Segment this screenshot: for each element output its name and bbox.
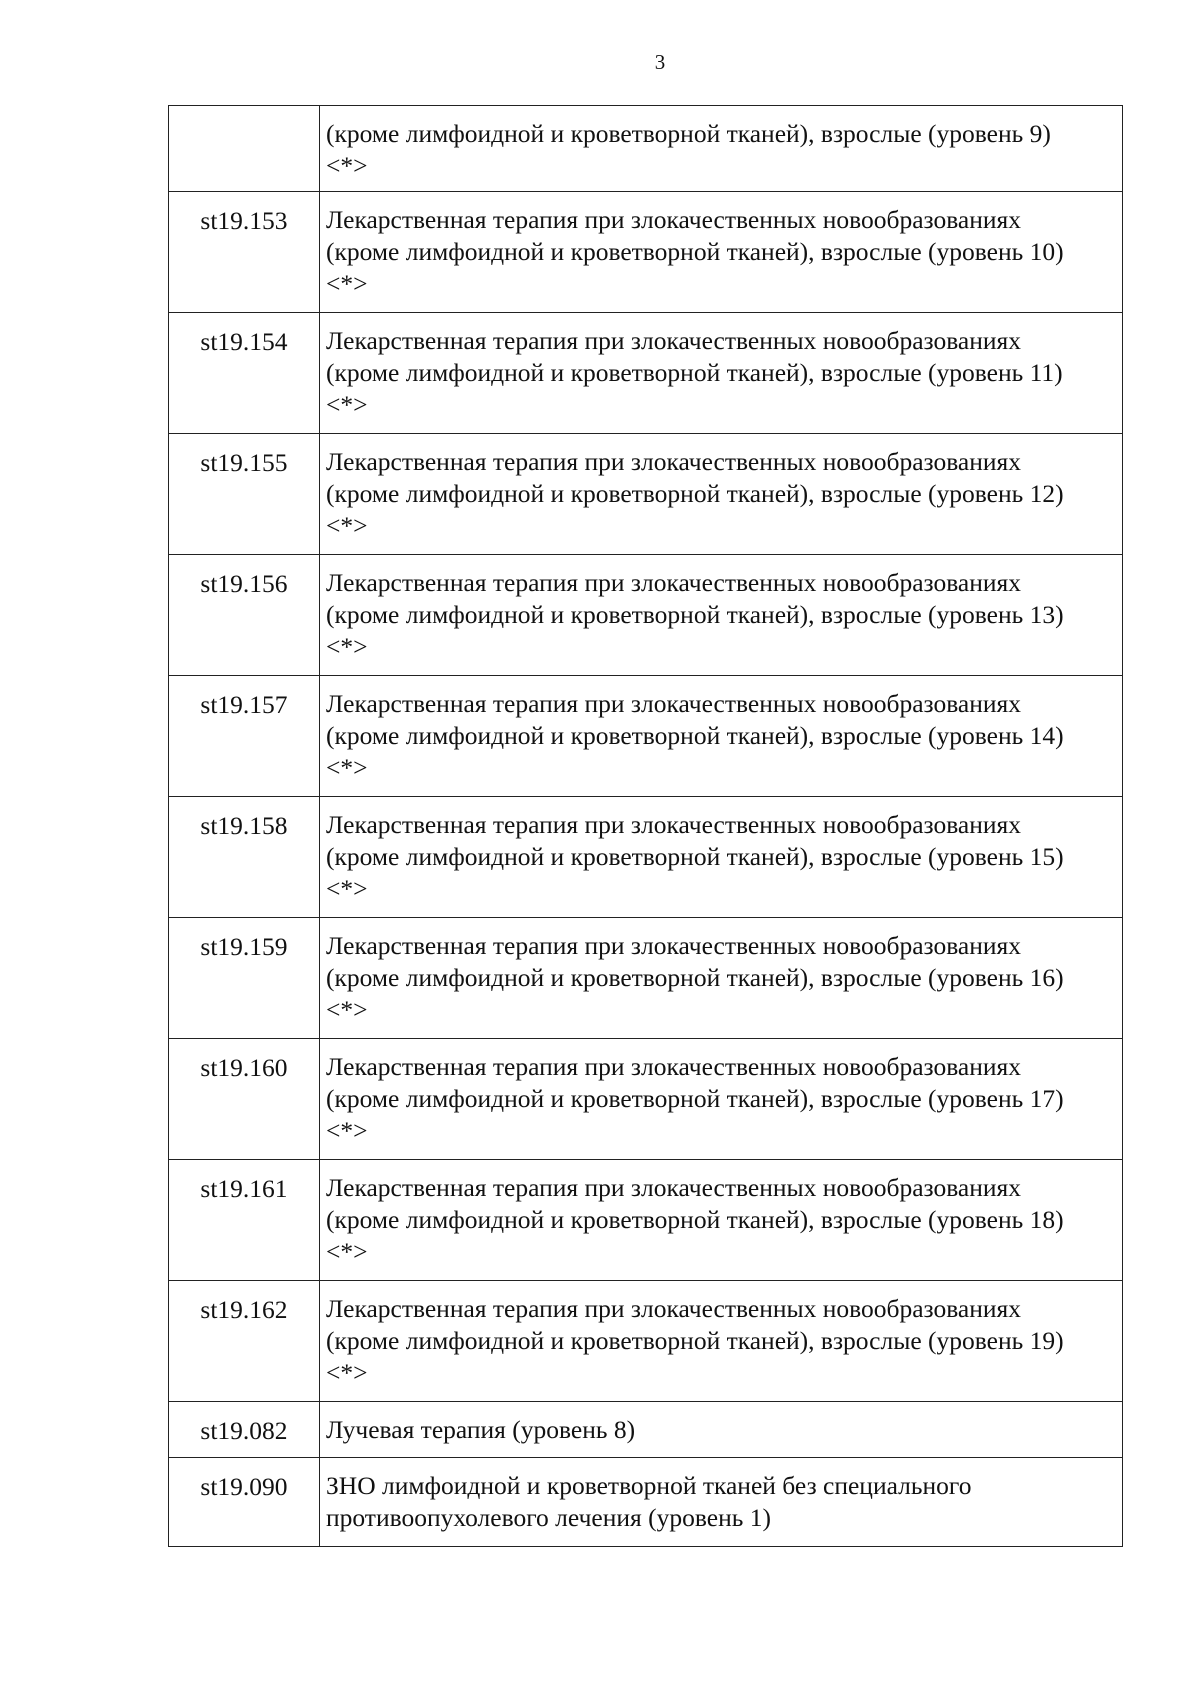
description-cell: Лекарственная терапия при злокачественных новообразованиях (кроме лимфоидной и кроветворной тканей), взрослые (уровень 10) <*> — [320, 192, 1123, 313]
code-cell: st19.159 — [169, 918, 320, 1039]
description-cell: Лекарственная терапия при злокачественных новообразованиях (кроме лимфоидной и кроветворной тканей), взрослые (уровень 13) <*> — [320, 555, 1123, 676]
table-row — [169, 1160, 1123, 1281]
table-row — [169, 1402, 1123, 1458]
page-number: 3 — [654, 50, 666, 74]
table-row — [169, 313, 1123, 434]
table-row — [169, 1039, 1123, 1160]
code-cell: st19.158 — [169, 797, 320, 918]
code-cell — [169, 106, 320, 192]
description-cell: Лекарственная терапия при злокачественных новообразованиях (кроме лимфоидной и кроветворной тканей), взрослые (уровень 12) <*> — [320, 434, 1123, 555]
description-cell: Лекарственная терапия при злокачественных новообразованиях (кроме лимфоидной и кроветворной тканей), взрослые (уровень 17) <*> — [320, 1039, 1123, 1160]
description-cell: ЗНО лимфоидной и кроветворной тканей без специального противоопухолевого лечения (уровень 1) — [320, 1458, 1123, 1547]
code-cell: st19.161 — [169, 1160, 320, 1281]
table-row — [169, 192, 1123, 313]
table-row — [169, 434, 1123, 555]
code-cell: st19.156 — [169, 555, 320, 676]
codes-table — [168, 105, 1123, 1547]
description-cell: Лекарственная терапия при злокачественных новообразованиях (кроме лимфоидной и кроветворной тканей), взрослые (уровень 11) <*> — [320, 313, 1123, 434]
description-cell: Лекарственная терапия при злокачественных новообразованиях (кроме лимфоидной и кроветворной тканей), взрослые (уровень 19) <*> — [320, 1281, 1123, 1402]
description-cell: Лекарственная терапия при злокачественных новообразованиях (кроме лимфоидной и кроветворной тканей), взрослые (уровень 14) <*> — [320, 676, 1123, 797]
code-cell: st19.155 — [169, 434, 320, 555]
description-cell: Лучевая терапия (уровень 8) — [320, 1402, 1123, 1458]
description-cell: Лекарственная терапия при злокачественных новообразованиях (кроме лимфоидной и кроветворной тканей), взрослые (уровень 16) <*> — [320, 918, 1123, 1039]
table-row — [169, 1281, 1123, 1402]
description-cell: Лекарственная терапия при злокачественных новообразованиях (кроме лимфоидной и кроветворной тканей), взрослые (уровень 15) <*> — [320, 797, 1123, 918]
table-row — [169, 676, 1123, 797]
code-cell: st19.160 — [169, 1039, 320, 1160]
table-row — [169, 106, 1123, 192]
table-row — [169, 797, 1123, 918]
code-cell: st19.090 — [169, 1458, 320, 1547]
description-cell: Лекарственная терапия при злокачественных новообразованиях (кроме лимфоидной и кроветворной тканей), взрослые (уровень 18) <*> — [320, 1160, 1123, 1281]
description-cell: (кроме лимфоидной и кроветворной тканей), взрослые (уровень 9) <*> — [320, 106, 1123, 192]
table-row — [169, 918, 1123, 1039]
code-cell: st19.154 — [169, 313, 320, 434]
table-row — [169, 1458, 1123, 1547]
code-cell: st19.162 — [169, 1281, 320, 1402]
table-row — [169, 555, 1123, 676]
code-cell: st19.082 — [169, 1402, 320, 1458]
code-cell: st19.157 — [169, 676, 320, 797]
code-cell: st19.153 — [169, 192, 320, 313]
